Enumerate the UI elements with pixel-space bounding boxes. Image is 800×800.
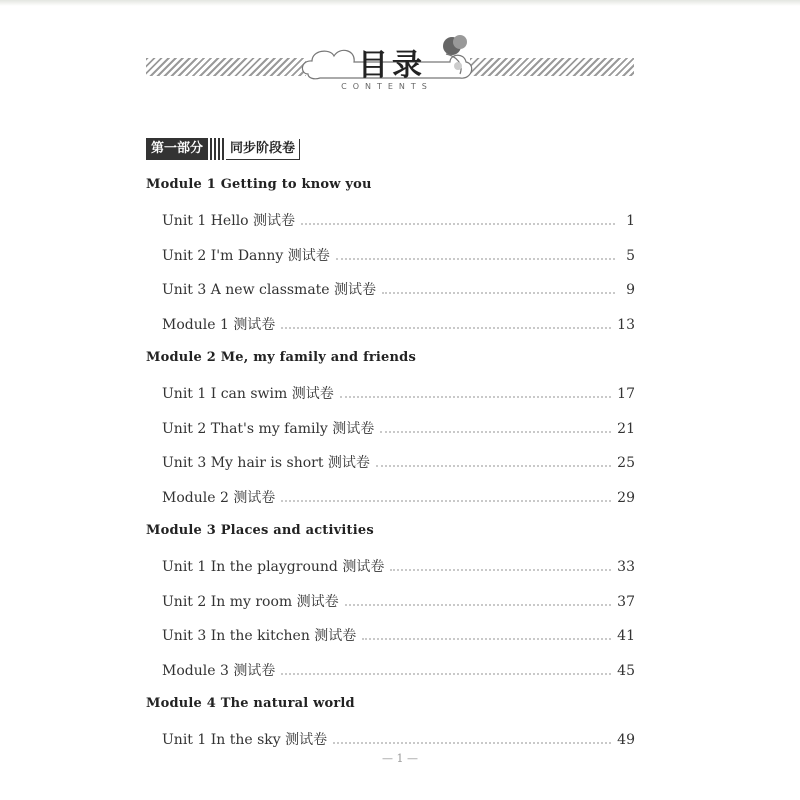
module-heading-2: Module 2 Me, my family and friends xyxy=(146,350,416,365)
toc-entry[interactable] xyxy=(162,314,635,334)
toc-entry-page: 33 xyxy=(617,559,635,575)
header-hatch-right xyxy=(470,58,634,76)
toc-entry-label: Unit 3 My hair is short 测试卷 xyxy=(162,455,370,471)
module-heading-1: Module 1 Getting to know you xyxy=(146,177,372,192)
toc-entry-label: Module 3 测试卷 xyxy=(162,663,276,679)
toc-entry[interactable] xyxy=(162,383,635,403)
part-heading xyxy=(146,138,300,160)
dot-leader xyxy=(340,388,611,398)
toc-entry-label: Unit 1 In the playground 测试卷 xyxy=(162,559,385,575)
toc-entry-label: Unit 1 Hello 测试卷 xyxy=(162,213,296,229)
toc-entry-page: 13 xyxy=(617,317,635,333)
toc-entry[interactable] xyxy=(162,279,635,299)
toc-entry-page: 5 xyxy=(626,248,635,264)
dot-leader xyxy=(281,319,611,329)
toc-entry-page: 37 xyxy=(617,594,635,610)
page-subtitle: CONTENTS xyxy=(341,82,433,91)
toc-entry[interactable] xyxy=(162,591,635,611)
module-heading-3: Module 3 Places and activities xyxy=(146,523,374,538)
dot-leader xyxy=(336,250,615,260)
dot-leader xyxy=(281,492,611,502)
dot-leader xyxy=(345,596,612,606)
dot-leader xyxy=(380,423,611,433)
toc-entry[interactable] xyxy=(162,452,635,472)
module-heading-4: Module 4 The natural world xyxy=(146,696,355,711)
part-tag: 第一部分 xyxy=(146,138,208,160)
part-title: 同步阶段卷 xyxy=(226,139,300,160)
toc-entry-label: Unit 3 In the kitchen 测试卷 xyxy=(162,628,357,644)
toc-entry-label: Unit 1 I can swim 测试卷 xyxy=(162,386,334,402)
toc-entry-label: Unit 2 In my room 测试卷 xyxy=(162,594,339,610)
toc-entry-label: Module 1 测试卷 xyxy=(162,317,276,333)
title-cloud xyxy=(300,34,474,94)
toc-entry[interactable] xyxy=(162,418,635,438)
dot-leader xyxy=(382,284,615,294)
toc-entry-label: Unit 3 A new classmate 测试卷 xyxy=(162,282,377,298)
toc-entry-page: 45 xyxy=(617,663,635,679)
toc-entry-label: Unit 1 In the sky 测试卷 xyxy=(162,732,328,748)
toc-entry-label: Unit 2 That's my family 测试卷 xyxy=(162,421,375,437)
toc-entry-page: 17 xyxy=(617,386,635,402)
toc-entry[interactable] xyxy=(162,660,635,680)
contents-header xyxy=(0,0,800,115)
dot-leader xyxy=(362,630,611,640)
toc-entry-page: 25 xyxy=(617,455,635,471)
part-divider-bars xyxy=(210,138,224,160)
toc-entry[interactable] xyxy=(162,245,635,265)
page-number: — 1 — xyxy=(382,752,418,765)
toc-entry-page: 41 xyxy=(617,628,635,644)
toc-entry-page: 9 xyxy=(626,282,635,298)
page-title: 目录 xyxy=(358,48,426,83)
toc-entry-page: 1 xyxy=(626,213,635,229)
dot-leader xyxy=(376,457,611,467)
toc-entry[interactable] xyxy=(162,625,635,645)
header-hatch-left xyxy=(146,58,306,76)
dot-leader xyxy=(390,561,611,571)
dot-leader xyxy=(301,215,615,225)
toc-entry-label: Module 2 测试卷 xyxy=(162,490,276,506)
toc-entry-label: Unit 2 I'm Danny 测试卷 xyxy=(162,248,330,264)
toc-entry-page: 49 xyxy=(617,732,635,748)
toc-entry[interactable] xyxy=(162,729,635,749)
toc-entry-page: 29 xyxy=(617,490,635,506)
toc-entry[interactable] xyxy=(162,210,635,230)
toc-entry[interactable] xyxy=(162,487,635,507)
toc-entry-page: 21 xyxy=(617,421,635,437)
dot-leader xyxy=(281,665,611,675)
dot-leader xyxy=(333,734,611,744)
toc-entry[interactable] xyxy=(162,556,635,576)
